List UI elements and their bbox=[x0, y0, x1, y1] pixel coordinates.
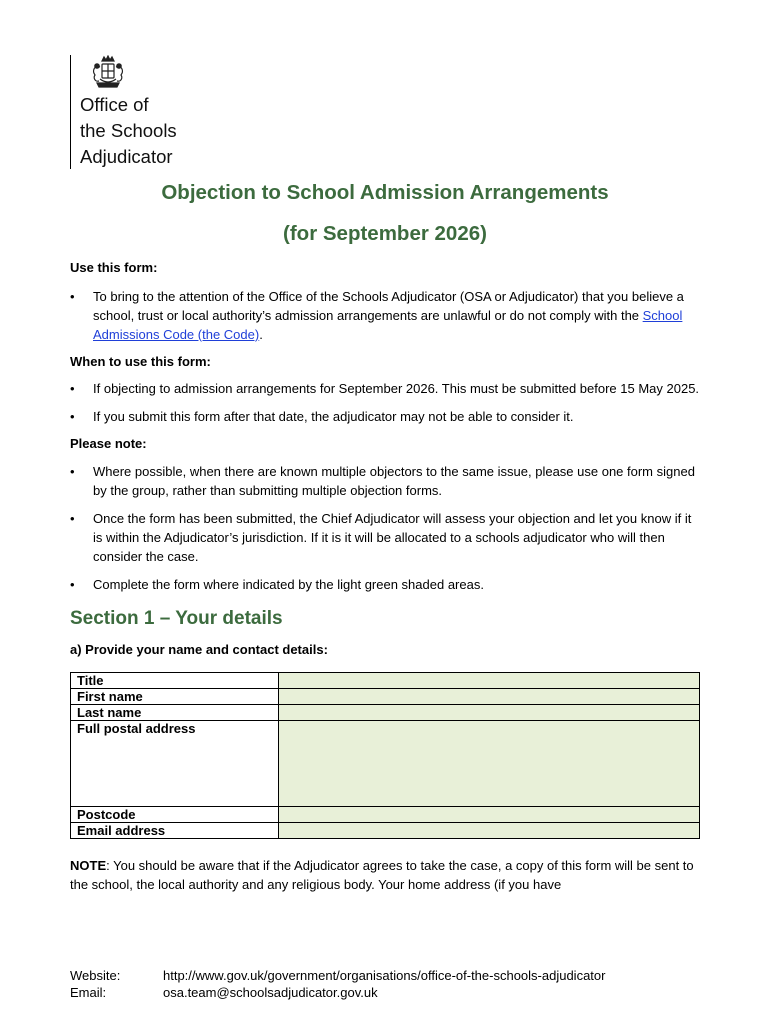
postcode-label: Postcode bbox=[71, 807, 279, 823]
school-admissions-code-link[interactable]: School Admissions Code (the Code) bbox=[93, 308, 683, 342]
use-form-heading: Use this form: bbox=[70, 260, 158, 275]
note-text: : You should be aware that if the Adjudicator agrees to take the case, a copy of this form will be sent to the school, the local authority and any religious body. Your home address (if you have bbox=[70, 858, 694, 892]
use-form-list bbox=[70, 287, 700, 344]
table-row bbox=[71, 823, 700, 839]
form-content bbox=[70, 258, 700, 894]
document-subtitle: (for September 2026) bbox=[283, 222, 487, 245]
section-1-subheading: a) Provide your name and contact details: bbox=[70, 642, 328, 657]
table-row bbox=[71, 689, 700, 705]
list-item: • If objecting to admission arrangements for September 2026. This must be submitted before 15 May 2025. bbox=[70, 379, 700, 398]
footer bbox=[70, 967, 605, 1001]
first-name-field[interactable] bbox=[279, 689, 700, 705]
email-label: Email address bbox=[71, 823, 279, 839]
address-label: Full postal address bbox=[71, 721, 279, 807]
please-note-list bbox=[70, 462, 700, 594]
when-use-list bbox=[70, 379, 700, 426]
contact-details-table bbox=[70, 672, 700, 839]
use-form-text-end: . bbox=[259, 327, 263, 342]
address-field[interactable] bbox=[279, 721, 700, 807]
footer-website-row bbox=[70, 967, 605, 984]
website-label: Website: bbox=[70, 968, 121, 983]
list-item bbox=[70, 287, 700, 344]
table-row bbox=[71, 705, 700, 721]
postcode-field[interactable] bbox=[279, 807, 700, 823]
org-line-2: the Schools bbox=[80, 120, 177, 141]
title-field[interactable] bbox=[279, 673, 700, 689]
footer-email-row bbox=[70, 984, 605, 1001]
org-line-1: Office of bbox=[80, 94, 149, 115]
email-contact-label: Email: bbox=[70, 985, 107, 1000]
list-item: • If you submit this form after that date, the adjudicator may not be able to consider it. bbox=[70, 407, 700, 426]
use-form-text: To bring to the attention of the Office of the Schools Adjudicator (OSA or Adjudicator) that you believe a school, trust or local authority’s admission arrangements are unlawful or do not comply with the bbox=[93, 289, 684, 323]
document-title: Objection to School Admission Arrangements bbox=[161, 181, 609, 204]
table-row bbox=[71, 673, 700, 689]
last-name-field[interactable] bbox=[279, 705, 700, 721]
osa-logo bbox=[70, 55, 177, 169]
list-item: • Complete the form where indicated by the light green shaded areas. bbox=[70, 575, 700, 594]
note-paragraph bbox=[70, 856, 700, 894]
note-label: NOTE bbox=[70, 858, 107, 873]
list-item: • Where possible, when there are known multiple objectors to the same issue, please use one form signed by the group, rather than submitting multiple objection forms. bbox=[70, 462, 700, 500]
when-use-heading: When to use this form: bbox=[70, 354, 211, 369]
title-label: Title bbox=[71, 673, 279, 689]
royal-crest-icon bbox=[88, 55, 128, 91]
website-value: http://www.gov.uk/government/organisations/office-of-the-schools-adjudicator bbox=[163, 968, 606, 983]
email-field[interactable] bbox=[279, 823, 700, 839]
list-item: • Once the form has been submitted, the Chief Adjudicator will assess your objection and let you know if it is within the Adjudicator’s jurisdiction. If it is it will be allocated to a schools adjudicator who will then consider the case. bbox=[70, 509, 700, 566]
section-1-heading: Section 1 – Your details bbox=[70, 608, 283, 629]
first-name-label: First name bbox=[71, 689, 279, 705]
table-row bbox=[71, 721, 700, 807]
table-row bbox=[71, 807, 700, 823]
last-name-label: Last name bbox=[71, 705, 279, 721]
org-line-3: Adjudicator bbox=[80, 146, 173, 167]
organisation-name bbox=[80, 92, 177, 170]
email-contact-value: osa.team@schoolsadjudicator.gov.uk bbox=[163, 985, 378, 1000]
please-note-heading: Please note: bbox=[70, 436, 147, 451]
